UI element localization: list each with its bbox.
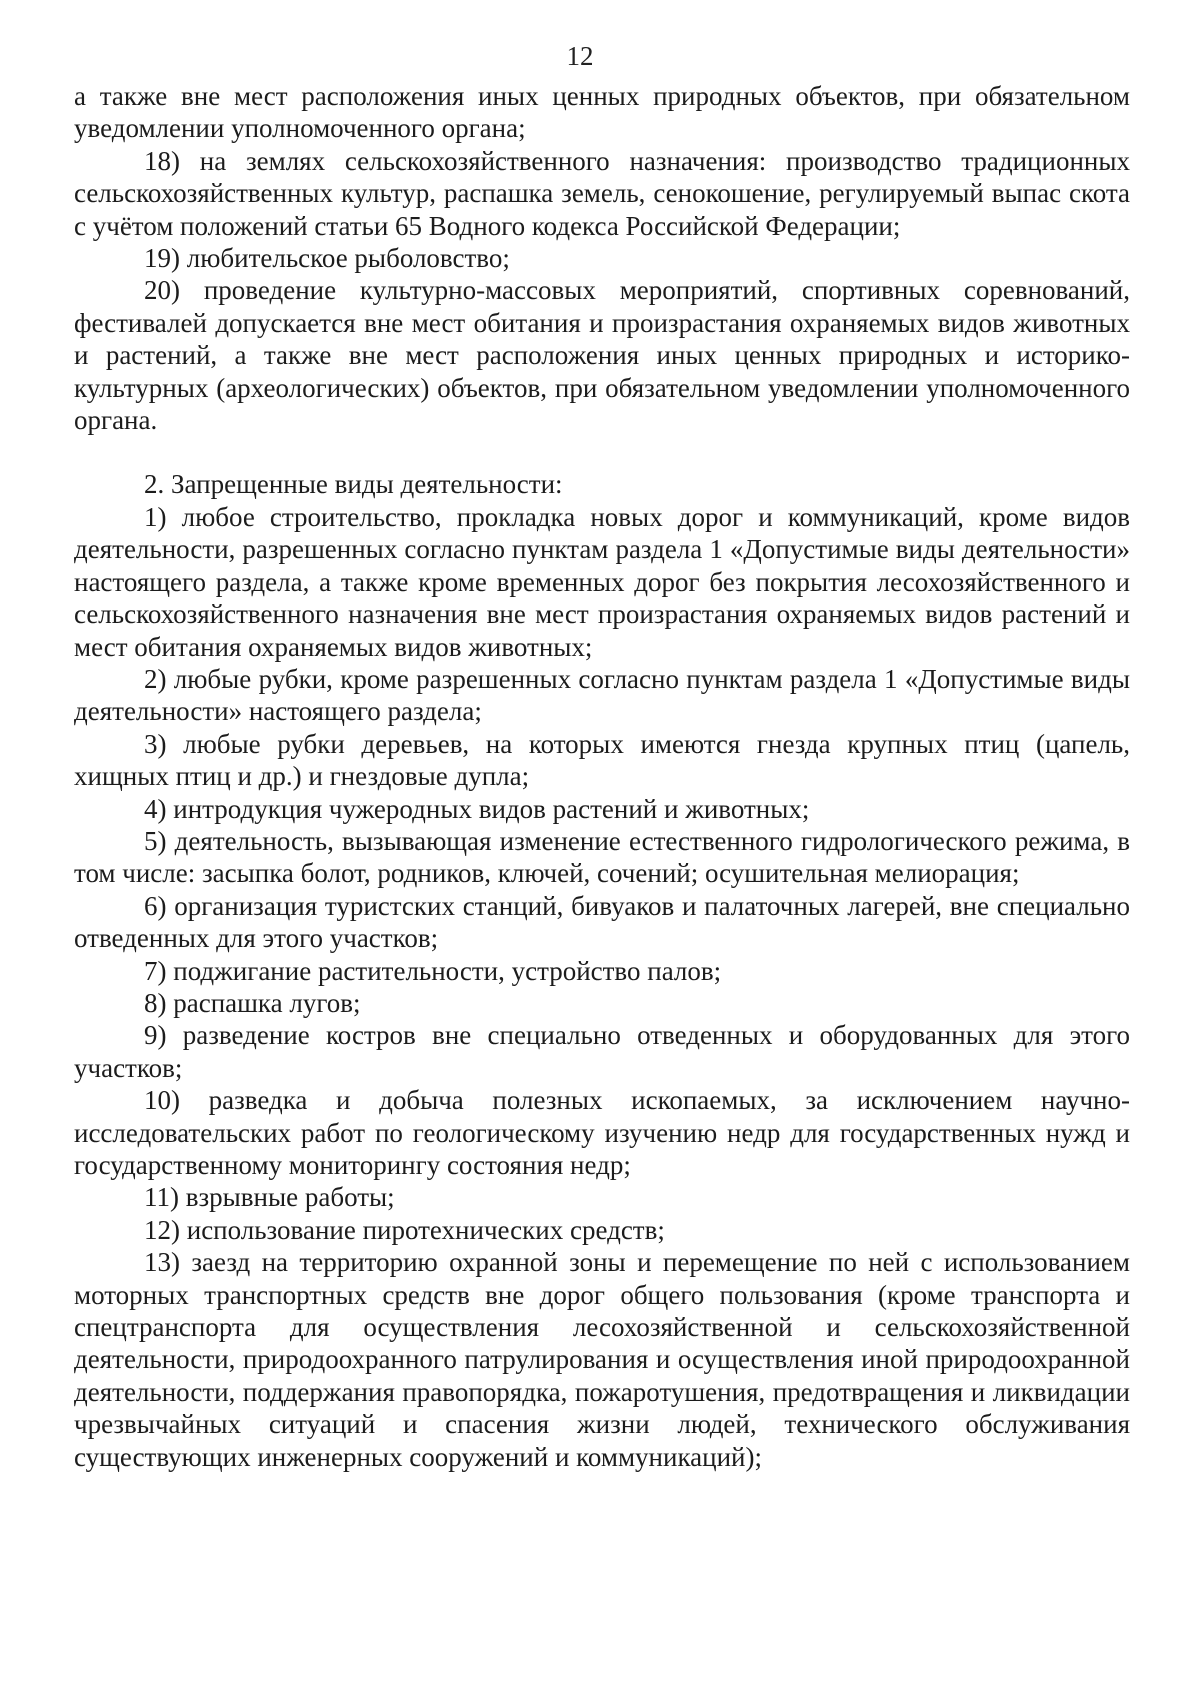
paragraph: 11) взрывные работы; <box>144 1182 395 1213</box>
paragraph: 13) заезд на территорию охранной зоны и перемещение по ней с использованием моторных транспортных средств вне дорог общего пользования (кроме транспорта и спецтранспорта для осуществления лесохозяйственной и сельскохозяйственной деятельности, природоохранного патрулирования и осуществления иной природоохранной деятельности, поддержания правопорядка, пожаротушения, предотвращения и ликвидации чрезвычайных ситуаций и спасения жизни людей, технического обслуживания существующих инженерных сооружений и коммуникаций); <box>74 1247 1130 1472</box>
paragraph: 9) разведение костров вне специально отведенных и оборудованных для этого участков; <box>74 1020 1130 1083</box>
paragraph: а также вне мест расположения иных ценных природных объектов, при обязательном уведомлении уполномоченного органа; <box>74 81 1130 144</box>
paragraph: 20) проведение культурно-массовых мероприятий, спортивных соревнований, фестивалей допускается вне мест обитания и произрастания охраняемых видов животных и растений, а также вне мест расположения иных ценных природных и историко-культурных (археологических) объектов, при обязательном уведомлении уполномоченного органа. <box>74 275 1130 436</box>
page-number: 12 <box>566 41 594 71</box>
section-prohibited <box>74 468 1130 1473</box>
paragraph: 2) любые рубки, кроме разрешенных согласно пунктам раздела 1 «Допустимые виды деятельности» настоящего раздела; <box>74 663 1130 727</box>
paragraph: 1) любое строительство, прокладка новых дорог и коммуникаций, кроме видов деятельности, разрешенных согласно пунктам раздела 1 «Допустимые виды деятельности» настоящего раздела, а также кроме временных дорог без покрытия лесохозяйственного и сельскохозяйственного назначения вне мест произрастания охраняемых видов растений и мест обитания охраняемых видов животных; <box>74 501 1130 662</box>
paragraph: 4) интродукция чужеродных видов растений и животных; <box>144 793 810 824</box>
paragraph: 3) любые рубки деревьев, на которых имеются гнезда крупных птиц (цапель, хищных птиц и др.) и гнездовые дупла; <box>74 728 1130 792</box>
paragraph: 6) организация туристских станций, бивуаков и палаточных лагерей, вне специально отведенных для этого участков; <box>74 890 1130 954</box>
paragraph: 12) использование пиротехнических средств; <box>144 1214 665 1245</box>
section-gap <box>74 436 1130 468</box>
paragraph: 8) распашка лугов; <box>144 987 361 1018</box>
paragraph: 18) на землях сельскохозяйственного назначения: производство традиционных сельскохозяйственных культур, распашка земель, сенокошение, регулируемый выпас скота с учётом положений статьи 65 Водного кодекса Российской Федерации; <box>74 145 1130 241</box>
paragraph: 7) поджигание растительности, устройство палов; <box>144 955 722 986</box>
document-body <box>74 80 1130 1473</box>
paragraph: 19) любительское рыболовство; <box>144 243 510 274</box>
paragraph: 2. Запрещенные виды деятельности: <box>144 469 563 500</box>
paragraph: 5) деятельность, вызывающая изменение естественного гидрологического режима, в том числе: засыпка болот, родников, ключей, сочений; осушительная мелиорация; <box>74 825 1130 889</box>
section-allowed-continued <box>74 80 1130 436</box>
paragraph: 10) разведка и добыча полезных ископаемых, за исключением научно-исследовательских работ по геологическому изучению недр для государственных нужд и государственному мониторингу состояния недр; <box>74 1085 1130 1180</box>
